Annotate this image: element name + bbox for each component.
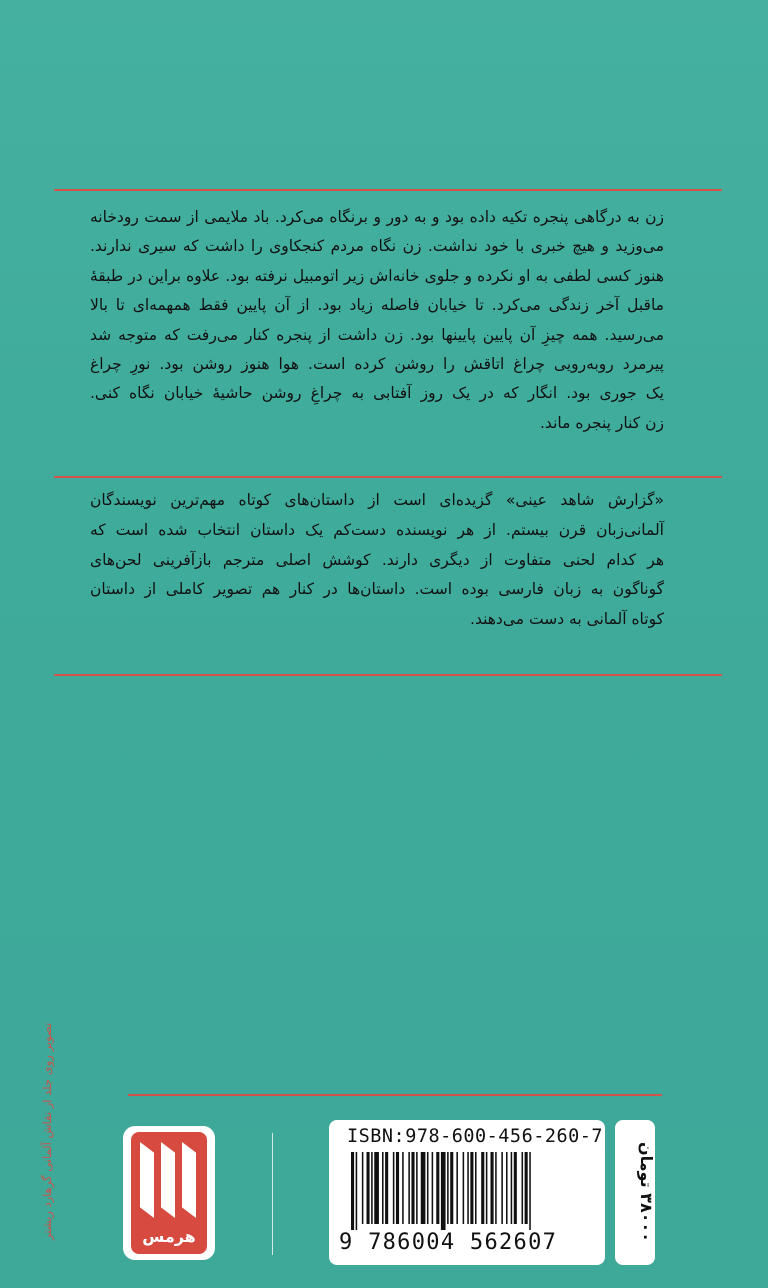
barcode-stripe — [411, 1152, 414, 1224]
logo-bar — [140, 1142, 154, 1218]
barcode-stripe — [385, 1152, 388, 1224]
barcode-stripe — [351, 1152, 354, 1230]
barcode-stripe — [374, 1152, 379, 1224]
barcode-stripe — [393, 1152, 395, 1224]
barcode-stripe — [506, 1152, 508, 1224]
barcode-stripe — [475, 1152, 477, 1224]
barcode-stripe — [456, 1152, 458, 1224]
bottom-divider-rule — [128, 1094, 662, 1096]
barcode-stripe — [416, 1152, 418, 1224]
three-bars-logo-icon — [140, 1142, 198, 1218]
barcode-stripe — [491, 1152, 494, 1224]
publisher-logo — [123, 1126, 215, 1260]
price-label — [615, 1120, 655, 1265]
barcode-stripe — [362, 1152, 364, 1224]
description-line: هر کدام لحنی متفاوت از دیگری دارند. کوشش اصلی مترجم بازآفرینی لحن‌های — [90, 550, 664, 569]
publisher-name: هرمس — [142, 1227, 196, 1246]
lower-divider-rule — [54, 674, 722, 676]
description-line: گوناگون به زبان فارسی بوده است. داستان‌ها در کنار هم تصویر کاملی از داستان — [90, 580, 664, 599]
barcode-stripe — [367, 1152, 370, 1224]
description-line: آلمانی‌زبان قرن بیستم. از هر نویسنده دست‌کم یک داستان انتخاب شده است که — [90, 520, 664, 539]
barcode-stripe — [495, 1152, 497, 1224]
barcode-stripe — [514, 1152, 517, 1224]
price-text: ۳۸۰۰۰ تومان — [637, 1141, 656, 1242]
barcode-stripe — [463, 1152, 465, 1224]
barcode-stripe — [427, 1152, 429, 1224]
publisher-logo-panel — [131, 1132, 207, 1254]
logo-bar — [161, 1142, 175, 1218]
isbn-text: ISBN:978-600-456-260-7 — [347, 1126, 604, 1147]
barcode-stripe — [356, 1152, 358, 1230]
barcode-stripe — [522, 1152, 524, 1224]
barcode-stripe — [441, 1152, 446, 1230]
excerpt-line: پیرمرد روبه‌رویی چراغ اتاقش را روشن کرده است. هوا هنوز روشن بود. نورِ چراغ — [90, 355, 664, 374]
middle-divider-rule — [54, 476, 722, 478]
barcode-icon — [351, 1152, 595, 1230]
barcode-stripe — [450, 1152, 453, 1224]
barcode-stripe — [447, 1152, 449, 1224]
barcode-stripe — [481, 1152, 484, 1224]
barcode-stripe — [421, 1152, 426, 1224]
barcode-stripe — [436, 1152, 439, 1224]
excerpt-line: می‌رسید. همه چیزِ آن پایین پایینها بود. زن داشت از پنجره کنار می‌رفت که متوجه شد — [90, 325, 664, 344]
barcode-label — [329, 1120, 605, 1265]
description-paragraph — [90, 486, 664, 635]
excerpt-line: ماقبل آخر زندگی می‌کرد. تا خیابان فاصله زیاد بود. از آن پایین فقط همهمه‌ای تا بالا — [90, 296, 664, 315]
description-line: «گزارش شاهد عینی» گزیده‌ای است از داستان‌های کوتاه مهم‌ترین نویسندگان — [90, 491, 664, 509]
barcode-stripe — [470, 1152, 473, 1224]
logo-bar — [182, 1142, 196, 1218]
barcode-stripe — [501, 1152, 503, 1224]
top-divider-rule — [54, 189, 722, 191]
barcode-stripe — [402, 1152, 404, 1224]
barcode-stripe — [382, 1152, 384, 1224]
description-line: کوتاه آلمانی به دست می‌دهند. — [470, 610, 664, 629]
excerpt-line: یک جوری بود. انگار که در یک روز آفتابی به چراغِ روشن حاشیهٔ خیابان نگاه کنی. — [90, 384, 664, 403]
barcode-stripe — [371, 1152, 373, 1224]
barcode-digits: 9 786004 562607 — [339, 1230, 558, 1255]
barcode-stripe — [408, 1152, 410, 1224]
barcode-stripe — [529, 1152, 531, 1230]
excerpt-line: هنوز کسی لطفی به او نکرده و جلوی خانه‌اش زیر اتومبیل نرفته بود. علاوه براین در طبقهٔ — [90, 266, 664, 285]
cover-art-credit: تصویر روی جلد از نقاش آلمانی گرهارد ریشتر — [40, 1022, 54, 1240]
excerpt-line: می‌وزید و هیچ خبری با خود نداشت. زن نگاه مردم کنجکاوی را داشت که سیری ندارند. — [90, 237, 664, 256]
barcode-stripe — [467, 1152, 469, 1224]
vertical-divider — [272, 1133, 273, 1255]
excerpt-paragraph — [90, 203, 664, 438]
barcode-stripe — [396, 1152, 399, 1224]
barcode-stripe — [511, 1152, 513, 1224]
excerpt-line: زن کنار پنجره ماند. — [540, 413, 664, 432]
excerpt-line: زن به درگاهی پنجره تکیه داده بود و به دور و برنگاه می‌کرد. باد ملایمی از سمت رودخانه — [90, 208, 664, 226]
barcode-stripe — [486, 1152, 488, 1224]
barcode-stripe — [432, 1152, 434, 1224]
barcode-stripe — [525, 1152, 528, 1224]
